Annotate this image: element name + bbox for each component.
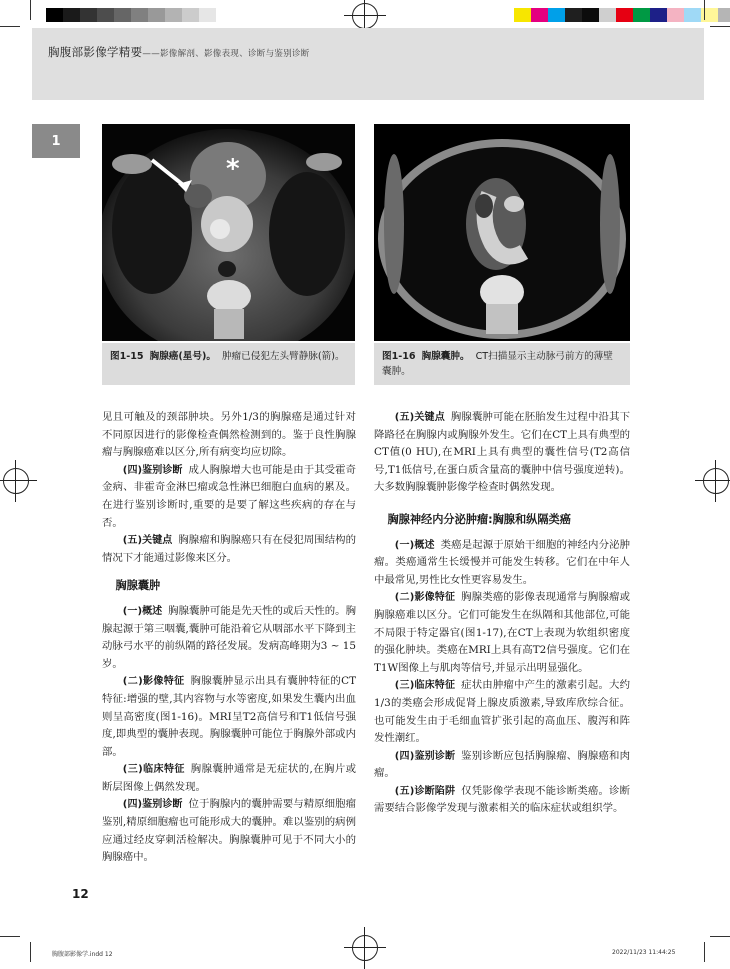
color-swatch [684, 8, 701, 22]
registration-mark-top [352, 3, 378, 29]
color-swatch [599, 8, 616, 22]
crop-mark [704, 0, 705, 20]
color-swatch [46, 8, 63, 22]
paragraph: (五)诊断陷阱 仅凭影像学表现不能诊断类癌。诊断需要结合影像学发现与激素相关的临床症状或组织学。 [374, 784, 631, 815]
color-swatch [616, 8, 633, 22]
paragraph: (四)鉴别诊断 鉴别诊断应包括胸腺瘤、胸腺癌和肉瘤。 [374, 749, 631, 780]
color-swatch [80, 8, 97, 22]
crop-mark [704, 942, 705, 962]
running-header-band [32, 28, 704, 100]
color-swatch [131, 8, 148, 22]
paragraph: (二)影像特征 胸腺囊肿显示出具有囊肿特征的CT特征:增强的壁,其内容物与水等密度,如果发生囊内出血则呈高密度(图1-16)。MRI呈T2高信号和T1低信号强度,即典型的囊肿表现。胸腺囊肿可能位于胸腺外部或内部。 [102, 675, 356, 758]
subheading: (五)诊断陷阱 [394, 785, 456, 797]
color-swatch [718, 8, 730, 22]
subheading: (四)鉴别诊断 [394, 750, 456, 762]
subheading: (一)概述 [394, 539, 435, 551]
subheading: (三)临床特征 [122, 764, 185, 776]
paragraph: (五)关键点 胸腺瘤和胸腺癌只有在侵犯周围结构的情况下才能通过影像来区分。 [102, 534, 357, 564]
subheading: (五)关键点 [394, 412, 445, 423]
right-text-column [374, 409, 630, 818]
chapter-tab: 1 [32, 124, 80, 158]
color-swatch [63, 8, 80, 22]
footer-timestamp: 2022/11/23 11:44:25 [612, 949, 676, 956]
figure-title: 胸腺癌(星号)。 [149, 351, 216, 362]
paragraph: (四)鉴别诊断 成人胸腺增大也可能是由于其受霍奇金病、非霍奇金淋巴瘤或急性淋巴细胞白血病的累及。在进行鉴别诊断时,重要的是要了解这些疾病的存在与否。 [102, 463, 356, 529]
registration-mark-bottom [352, 935, 378, 961]
crop-mark [30, 0, 31, 20]
book-title: 胸腹部影像学精要 [48, 45, 143, 59]
crop-mark [710, 936, 730, 937]
page-number: 12 [72, 887, 89, 901]
subheading: (一)概述 [122, 605, 163, 617]
paragraph: (四)鉴别诊断 位于胸腺内的囊肿需要与精原细胞瘤鉴别,精原细胞瘤也可能形成大的囊肿。难以鉴别的病例应通过经皮穿刺活检解决。胸腺囊肿可见于不同大小的胸腺癌中。 [102, 798, 356, 864]
color-swatch [531, 8, 548, 22]
color-calibration-bar [514, 8, 730, 22]
color-swatch [165, 8, 182, 22]
subheading: (二)影像特征 [394, 592, 456, 604]
color-swatch [548, 8, 565, 22]
section-heading: 胸腺神经内分泌肿瘤:胸腺和纵隔类癌 [387, 512, 571, 526]
registration-mark-left [3, 468, 29, 494]
subheading: (二)影像特征 [122, 676, 185, 688]
paragraph: (五)关键点 胸腺囊肿可能在胚胎发生过程中沿其下降路径在胸腺内或胸腺外发生。它们在CT上具有典型的CT值(0 HU),在MRI上具有典型的囊性信号(T2高信号,T1低信号,在蛋白质含量高的囊肿中信号强度逆转)。大多数胸腺囊肿影像学检查时偶然发现。 [374, 411, 631, 494]
crop-mark [0, 936, 20, 937]
subheading: (四)鉴别诊断 [122, 799, 183, 811]
color-swatch [182, 8, 199, 22]
color-swatch [633, 8, 650, 22]
figure-caption-1-16 [374, 343, 630, 385]
paragraph: (一)概述 类癌是起源于原始干细胞的神经内分泌肿瘤。类癌通常生长缓慢并可能发生转移。它们在中年人中最常见,男性比女性更容易发生。 [374, 538, 631, 586]
color-swatch [514, 8, 531, 22]
color-swatch [199, 8, 216, 22]
subheading: (四)鉴别诊断 [122, 464, 183, 476]
figure-label: 图1-15 [110, 351, 144, 362]
left-text-column [102, 409, 356, 867]
crop-mark [710, 26, 730, 27]
color-swatch [650, 8, 667, 22]
figure-caption-1-15 [102, 343, 355, 385]
figure-text: CT扫描显示主动脉弓前方的薄壁囊肿。 [382, 351, 613, 377]
registration-mark-right [703, 468, 729, 494]
paragraph: (三)临床特征 症状由肿瘤中产生的激素引起。大约1/3的类癌会形成促肾上腺皮质激素,导致库欣综合征。也可能发生由于毛细血管扩张引起的高血压、腹泻和阵发性潮红。 [374, 679, 631, 745]
crop-mark [0, 26, 20, 27]
grayscale-bar [46, 8, 216, 22]
color-swatch [114, 8, 131, 22]
subheading: (三)临床特征 [394, 680, 456, 692]
ct-image-thymic-cyst [374, 124, 630, 341]
crop-mark [30, 942, 31, 962]
running-header [48, 44, 310, 60]
color-swatch [565, 8, 582, 22]
asterisk-marker: * [226, 154, 240, 184]
section-heading: 胸腺囊肿 [115, 579, 161, 593]
color-swatch [97, 8, 114, 22]
paragraph: (二)影像特征 胸腺类癌的影像表现通常与胸腺瘤或胸腺癌难以区分。它们可能发生在纵隔和其他部位,可能不局限于特定器官(图1-17),在CT上表现为软组织密度的强化肿块。类癌在MRI上具有高T2信号强度。它们在T1W图像上与肌肉等信号,并显示出明显强化。 [374, 591, 631, 674]
figure-title: 胸腺囊肿。 [421, 351, 470, 362]
book-subtitle: ——影像解剖、影像表现、诊断与鉴别诊断 [142, 49, 310, 59]
subheading: (五)关键点 [122, 535, 173, 547]
figure-label: 图1-16 [382, 351, 416, 362]
color-swatch [667, 8, 684, 22]
paragraph: 见且可触及的颈部肿块。另外1/3的胸腺癌是通过针对不同原因进行的影像检查偶然检测到的。鉴于良性胸腺瘤与胸腺癌难以区分,所有病变均应切除。 [102, 411, 356, 459]
figure-text: 肿瘤已侵犯左头臂静脉(箭)。 [221, 351, 345, 362]
color-swatch [582, 8, 599, 22]
footer-file-slug: 胸腹部影像学.indd 12 [52, 951, 113, 958]
paragraph: (一)概述 胸腺囊肿可能是先天性的或后天性的。胸腺起源于第三咽囊,囊肿可能沿着它从咽部水平下降到主动脉弓水平的前纵隔的路径发展。发病高峰期为3 ~ 15岁。 [102, 604, 356, 670]
color-swatch [148, 8, 165, 22]
paragraph: (三)临床特征 胸腺囊肿通常是无症状的,在胸片或断层图像上偶然发现。 [102, 763, 357, 793]
